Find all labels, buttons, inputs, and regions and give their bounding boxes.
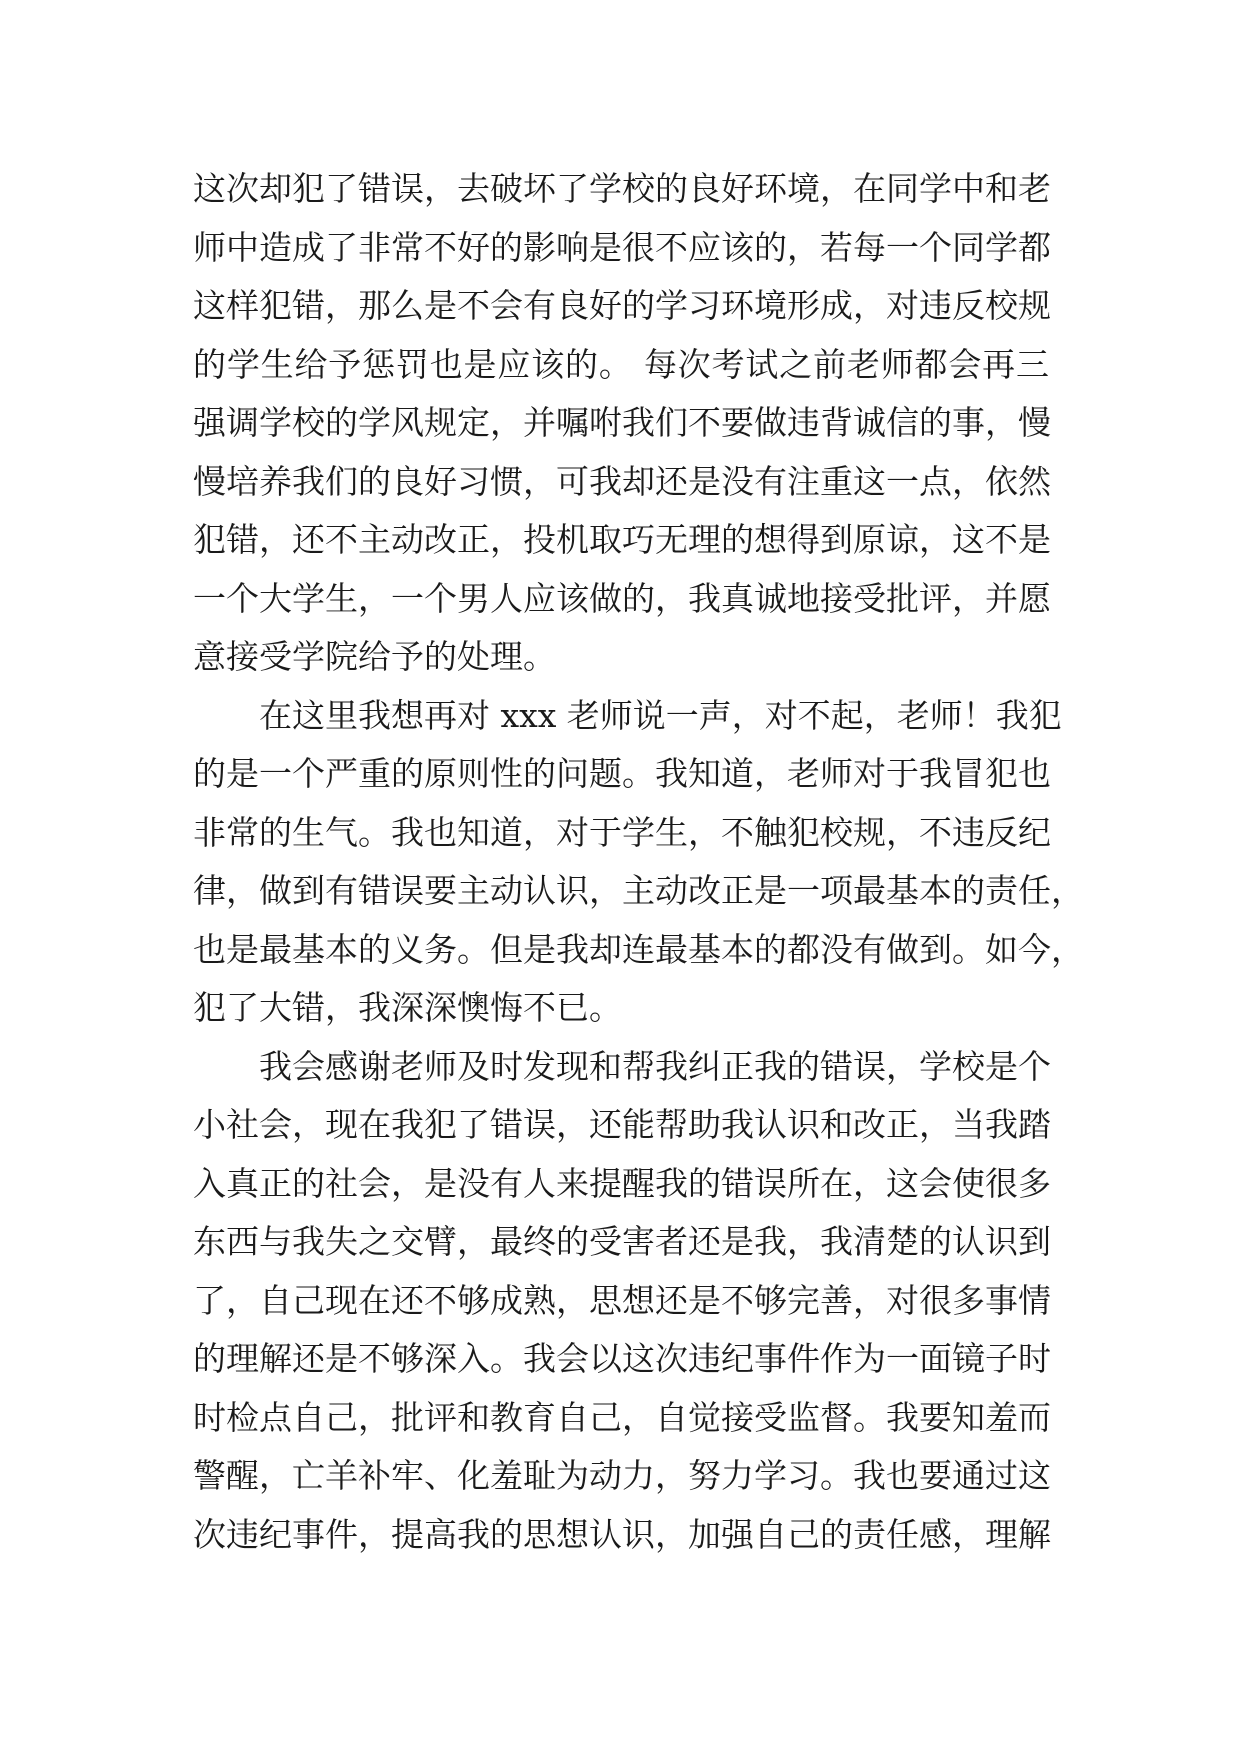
text-line: 这样犯错，那么是不会有良好的学习环境形成，对违反校规 xyxy=(193,286,1051,325)
text-line: 强调学校的学风规定，并嘱咐我们不要做违背诚信的事，慢 xyxy=(193,403,1051,442)
text-line: 的是一个严重的原则性的问题。我知道，老师对于我冒犯也 xyxy=(193,754,1051,793)
text-line: 师中造成了非常不好的影响是很不应该的，若每一个同学都 xyxy=(193,227,1051,267)
text-line: 时检点自己，批评和教育自己，自觉接受监督。我要知羞而 xyxy=(193,1397,1051,1437)
text-line: 这次却犯了错误，去破坏了学校的良好环境，在同学中和老 xyxy=(193,169,1051,208)
text-line: 一个大学生，一个男人应该做的，我真诚地接受批评，并愿 xyxy=(193,578,1051,618)
text-line: 在这里我想再对 xxx 老师说一声，对不起，老师！我犯 xyxy=(259,695,1062,735)
text-line: 的学生给予惩罚也是应该的。 每次考试之前老师都会再三 xyxy=(193,344,1049,384)
text-line: 律，做到有错误要主动认识，主动改正是一项最基本的责任， xyxy=(193,871,1084,910)
text-line: 的理解还是不够深入。我会以这次违纪事件作为一面镜子时 xyxy=(193,1339,1051,1378)
text-line: 也是最基本的义务。但是我却连最基本的都没有做到。如今， xyxy=(193,929,1084,969)
text-line: 小社会，现在我犯了错误，还能帮助我认识和改正，当我踏 xyxy=(193,1105,1051,1144)
text-line: 警醒，亡羊补牢、化羞耻为动力，努力学习。我也要通过这 xyxy=(193,1456,1051,1495)
text-line: 非常的生气。我也知道，对于学生，不触犯校规，不违反纪 xyxy=(193,812,1051,852)
text-line: 我会感谢老师及时发现和帮我纠正我的错误，学校是个 xyxy=(259,1046,1051,1086)
text-line: 慢培养我们的良好习惯，可我却还是没有注重这一点，依然 xyxy=(193,461,1051,501)
text-line: 犯了大错，我深深懊悔不已。 xyxy=(193,988,622,1027)
text-line: 入真正的社会，是没有人来提醒我的错误所在，这会使很多 xyxy=(193,1163,1051,1203)
paragraph-2 xyxy=(193,687,1084,1038)
text-line: 次违纪事件，提高我的思想认识，加强自己的责任感，理解 xyxy=(193,1514,1051,1554)
text-line: 东西与我失之交臂，最终的受害者还是我，我清楚的认识到 xyxy=(193,1222,1051,1261)
paragraph-1 xyxy=(193,160,1049,687)
paragraph-3 xyxy=(193,1038,1049,1565)
text-line: 意接受学院给予的处理。 xyxy=(193,637,556,676)
document-body xyxy=(193,160,1084,1564)
text-line: 了，自己现在还不够成熟，思想还是不够完善，对很多事情 xyxy=(193,1280,1051,1320)
text-line: 犯错，还不主动改正，投机取巧无理的想得到原谅，这不是 xyxy=(193,520,1051,559)
